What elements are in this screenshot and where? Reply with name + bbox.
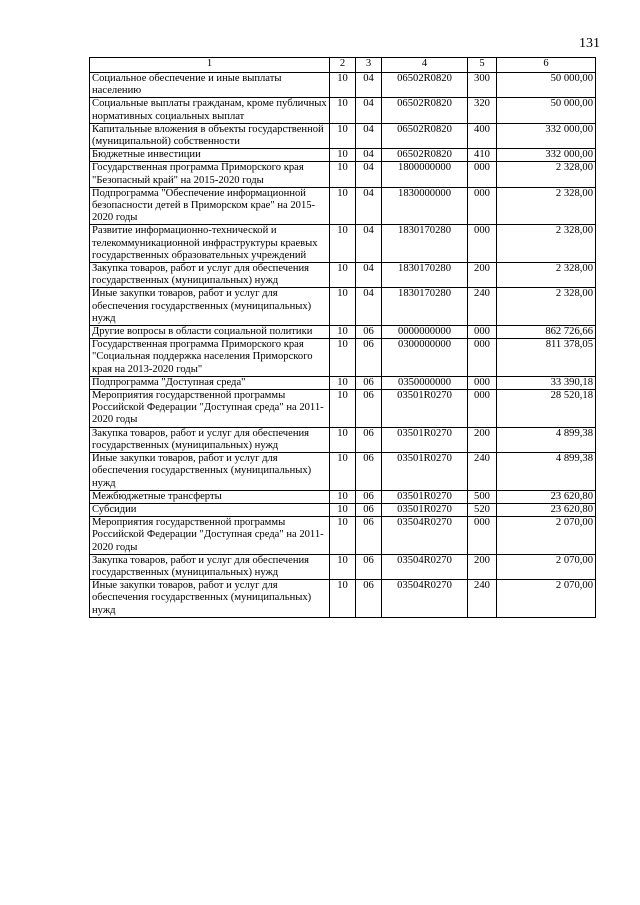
table-header-row: [90, 58, 596, 73]
row-target-article: 03501R0270: [382, 453, 468, 491]
column-header-3: 3: [356, 58, 382, 73]
table-row: [90, 162, 596, 187]
row-name: Социальное обеспечение и иные выплаты населению: [90, 73, 330, 98]
page-number: 131: [579, 36, 600, 51]
row-section: 10: [330, 554, 356, 579]
row-expense-type: 500: [468, 490, 497, 503]
row-name: Мероприятия государственной программы Российской Федерации "Доступная среда" на 2011-2020 годы: [90, 390, 330, 428]
row-subsection: 06: [356, 503, 382, 516]
row-expense-type: 240: [468, 453, 497, 491]
row-name: Подпрограмма "Обеспечение информационной безопасности детей в Приморском крае" на 2015-2020 годы: [90, 187, 330, 225]
row-expense-type: 200: [468, 263, 497, 288]
row-name: Развитие информационно-технической и телекоммуникационной инфраструктуры краевых государственных образовательных учреждений: [90, 225, 330, 263]
row-amount: 2 070,00: [497, 517, 596, 555]
row-section: 10: [330, 580, 356, 618]
row-expense-type: 000: [468, 187, 497, 225]
row-target-article: 03504R0270: [382, 517, 468, 555]
table-row: [90, 390, 596, 428]
row-target-article: 1830170280: [382, 225, 468, 263]
row-section: 10: [330, 326, 356, 339]
row-expense-type: 240: [468, 288, 497, 326]
row-subsection: 04: [356, 187, 382, 225]
row-name: Закупка товаров, работ и услуг для обеспечения государственных (муниципальных) нужд: [90, 554, 330, 579]
row-expense-type: 200: [468, 554, 497, 579]
row-expense-type: 200: [468, 427, 497, 452]
table-row: [90, 376, 596, 389]
row-subsection: 06: [356, 517, 382, 555]
row-amount: 2 328,00: [497, 225, 596, 263]
row-amount: 811 378,05: [497, 339, 596, 377]
row-section: 10: [330, 162, 356, 187]
table-row: [90, 187, 596, 225]
row-subsection: 06: [356, 490, 382, 503]
row-target-article: 03501R0270: [382, 490, 468, 503]
row-target-article: 1830000000: [382, 187, 468, 225]
table-row: [90, 326, 596, 339]
column-header-2: 2: [330, 58, 356, 73]
row-section: 10: [330, 390, 356, 428]
row-target-article: 0300000000: [382, 339, 468, 377]
table-row: [90, 288, 596, 326]
row-target-article: 03501R0270: [382, 503, 468, 516]
row-name: Бюджетные инвестиции: [90, 149, 330, 162]
row-target-article: 03504R0270: [382, 580, 468, 618]
row-subsection: 04: [356, 123, 382, 148]
row-amount: 2 328,00: [497, 162, 596, 187]
row-subsection: 06: [356, 427, 382, 452]
table-row: [90, 149, 596, 162]
row-expense-type: 520: [468, 503, 497, 516]
row-subsection: 04: [356, 73, 382, 98]
row-subsection: 06: [356, 326, 382, 339]
table-row: [90, 554, 596, 579]
row-subsection: 04: [356, 149, 382, 162]
row-target-article: 06502R0820: [382, 123, 468, 148]
table-row: [90, 73, 596, 98]
row-section: 10: [330, 490, 356, 503]
row-section: 10: [330, 98, 356, 123]
row-name: Подпрограмма "Доступная среда": [90, 376, 330, 389]
row-name: Субсидии: [90, 503, 330, 516]
row-section: 10: [330, 123, 356, 148]
row-name: Капитальные вложения в объекты государственной (муниципальной) собственности: [90, 123, 330, 148]
row-subsection: 04: [356, 288, 382, 326]
table-row: [90, 503, 596, 516]
row-section: 10: [330, 225, 356, 263]
row-name: Иные закупки товаров, работ и услуг для обеспечения государственных (муниципальных) нужд: [90, 580, 330, 618]
row-amount: 2 328,00: [497, 288, 596, 326]
table-row: [90, 427, 596, 452]
column-header-5: 5: [468, 58, 497, 73]
row-section: 10: [330, 427, 356, 452]
row-name: Другие вопросы в области социальной политики: [90, 326, 330, 339]
row-expense-type: 300: [468, 73, 497, 98]
row-subsection: 06: [356, 390, 382, 428]
table-row: [90, 225, 596, 263]
row-amount: 332 000,00: [497, 123, 596, 148]
row-expense-type: 000: [468, 339, 497, 377]
row-name: Межбюджетные трансферты: [90, 490, 330, 503]
row-expense-type: 000: [468, 162, 497, 187]
row-amount: 4 899,38: [497, 453, 596, 491]
table-row: [90, 453, 596, 491]
row-subsection: 06: [356, 554, 382, 579]
row-subsection: 06: [356, 453, 382, 491]
row-target-article: 03501R0270: [382, 390, 468, 428]
budget-table: [89, 57, 596, 618]
row-subsection: 04: [356, 263, 382, 288]
row-expense-type: 000: [468, 376, 497, 389]
row-target-article: 06502R0820: [382, 149, 468, 162]
row-name: Государственная программа Приморского края "Социальная поддержка населения Приморского края на 2013-2020 годы": [90, 339, 330, 377]
row-name: Мероприятия государственной программы Российской Федерации "Доступная среда" на 2011-2020 годы: [90, 517, 330, 555]
row-target-article: 1830170280: [382, 288, 468, 326]
row-name: Закупка товаров, работ и услуг для обеспечения государственных (муниципальных) нужд: [90, 427, 330, 452]
row-amount: 2 070,00: [497, 580, 596, 618]
row-amount: 23 620,80: [497, 490, 596, 503]
row-subsection: 06: [356, 339, 382, 377]
row-expense-type: 410: [468, 149, 497, 162]
row-section: 10: [330, 453, 356, 491]
row-expense-type: 000: [468, 390, 497, 428]
row-amount: 332 000,00: [497, 149, 596, 162]
row-expense-type: 240: [468, 580, 497, 618]
row-target-article: 03504R0270: [382, 554, 468, 579]
row-expense-type: 000: [468, 225, 497, 263]
row-section: 10: [330, 263, 356, 288]
row-subsection: 04: [356, 225, 382, 263]
row-target-article: 0000000000: [382, 326, 468, 339]
row-subsection: 04: [356, 98, 382, 123]
row-subsection: 04: [356, 162, 382, 187]
row-section: 10: [330, 149, 356, 162]
row-amount: 2 328,00: [497, 187, 596, 225]
row-section: 10: [330, 503, 356, 516]
row-amount: 4 899,38: [497, 427, 596, 452]
row-target-article: 03501R0270: [382, 427, 468, 452]
row-target-article: 1800000000: [382, 162, 468, 187]
table-row: [90, 580, 596, 618]
row-expense-type: 400: [468, 123, 497, 148]
row-amount: 2 328,00: [497, 263, 596, 288]
row-section: 10: [330, 517, 356, 555]
row-section: 10: [330, 73, 356, 98]
row-name: Социальные выплаты гражданам, кроме публичных нормативных социальных выплат: [90, 98, 330, 123]
row-amount: 50 000,00: [497, 98, 596, 123]
row-section: 10: [330, 187, 356, 225]
column-header-6: 6: [497, 58, 596, 73]
row-subsection: 06: [356, 580, 382, 618]
table-row: [90, 490, 596, 503]
row-section: 10: [330, 339, 356, 377]
row-name: Закупка товаров, работ и услуг для обеспечения государственных (муниципальных) нужд: [90, 263, 330, 288]
table-row: [90, 517, 596, 555]
table-row: [90, 263, 596, 288]
row-amount: 50 000,00: [497, 73, 596, 98]
row-expense-type: 000: [468, 517, 497, 555]
row-subsection: 06: [356, 376, 382, 389]
row-target-article: 1830170280: [382, 263, 468, 288]
row-expense-type: 320: [468, 98, 497, 123]
row-amount: 23 620,80: [497, 503, 596, 516]
row-amount: 2 070,00: [497, 554, 596, 579]
column-header-1: 1: [90, 58, 330, 73]
row-section: 10: [330, 288, 356, 326]
row-amount: 28 520,18: [497, 390, 596, 428]
table-row: [90, 339, 596, 377]
column-header-4: 4: [382, 58, 468, 73]
row-name: Государственная программа Приморского края "Безопасный край" на 2015-2020 годы: [90, 162, 330, 187]
row-section: 10: [330, 376, 356, 389]
row-amount: 33 390,18: [497, 376, 596, 389]
row-target-article: 06502R0820: [382, 98, 468, 123]
table-row: [90, 123, 596, 148]
row-name: Иные закупки товаров, работ и услуг для обеспечения государственных (муниципальных) нужд: [90, 288, 330, 326]
row-name: Иные закупки товаров, работ и услуг для обеспечения государственных (муниципальных) нужд: [90, 453, 330, 491]
row-amount: 862 726,66: [497, 326, 596, 339]
table-row: [90, 98, 596, 123]
row-target-article: 06502R0820: [382, 73, 468, 98]
row-expense-type: 000: [468, 326, 497, 339]
row-target-article: 0350000000: [382, 376, 468, 389]
